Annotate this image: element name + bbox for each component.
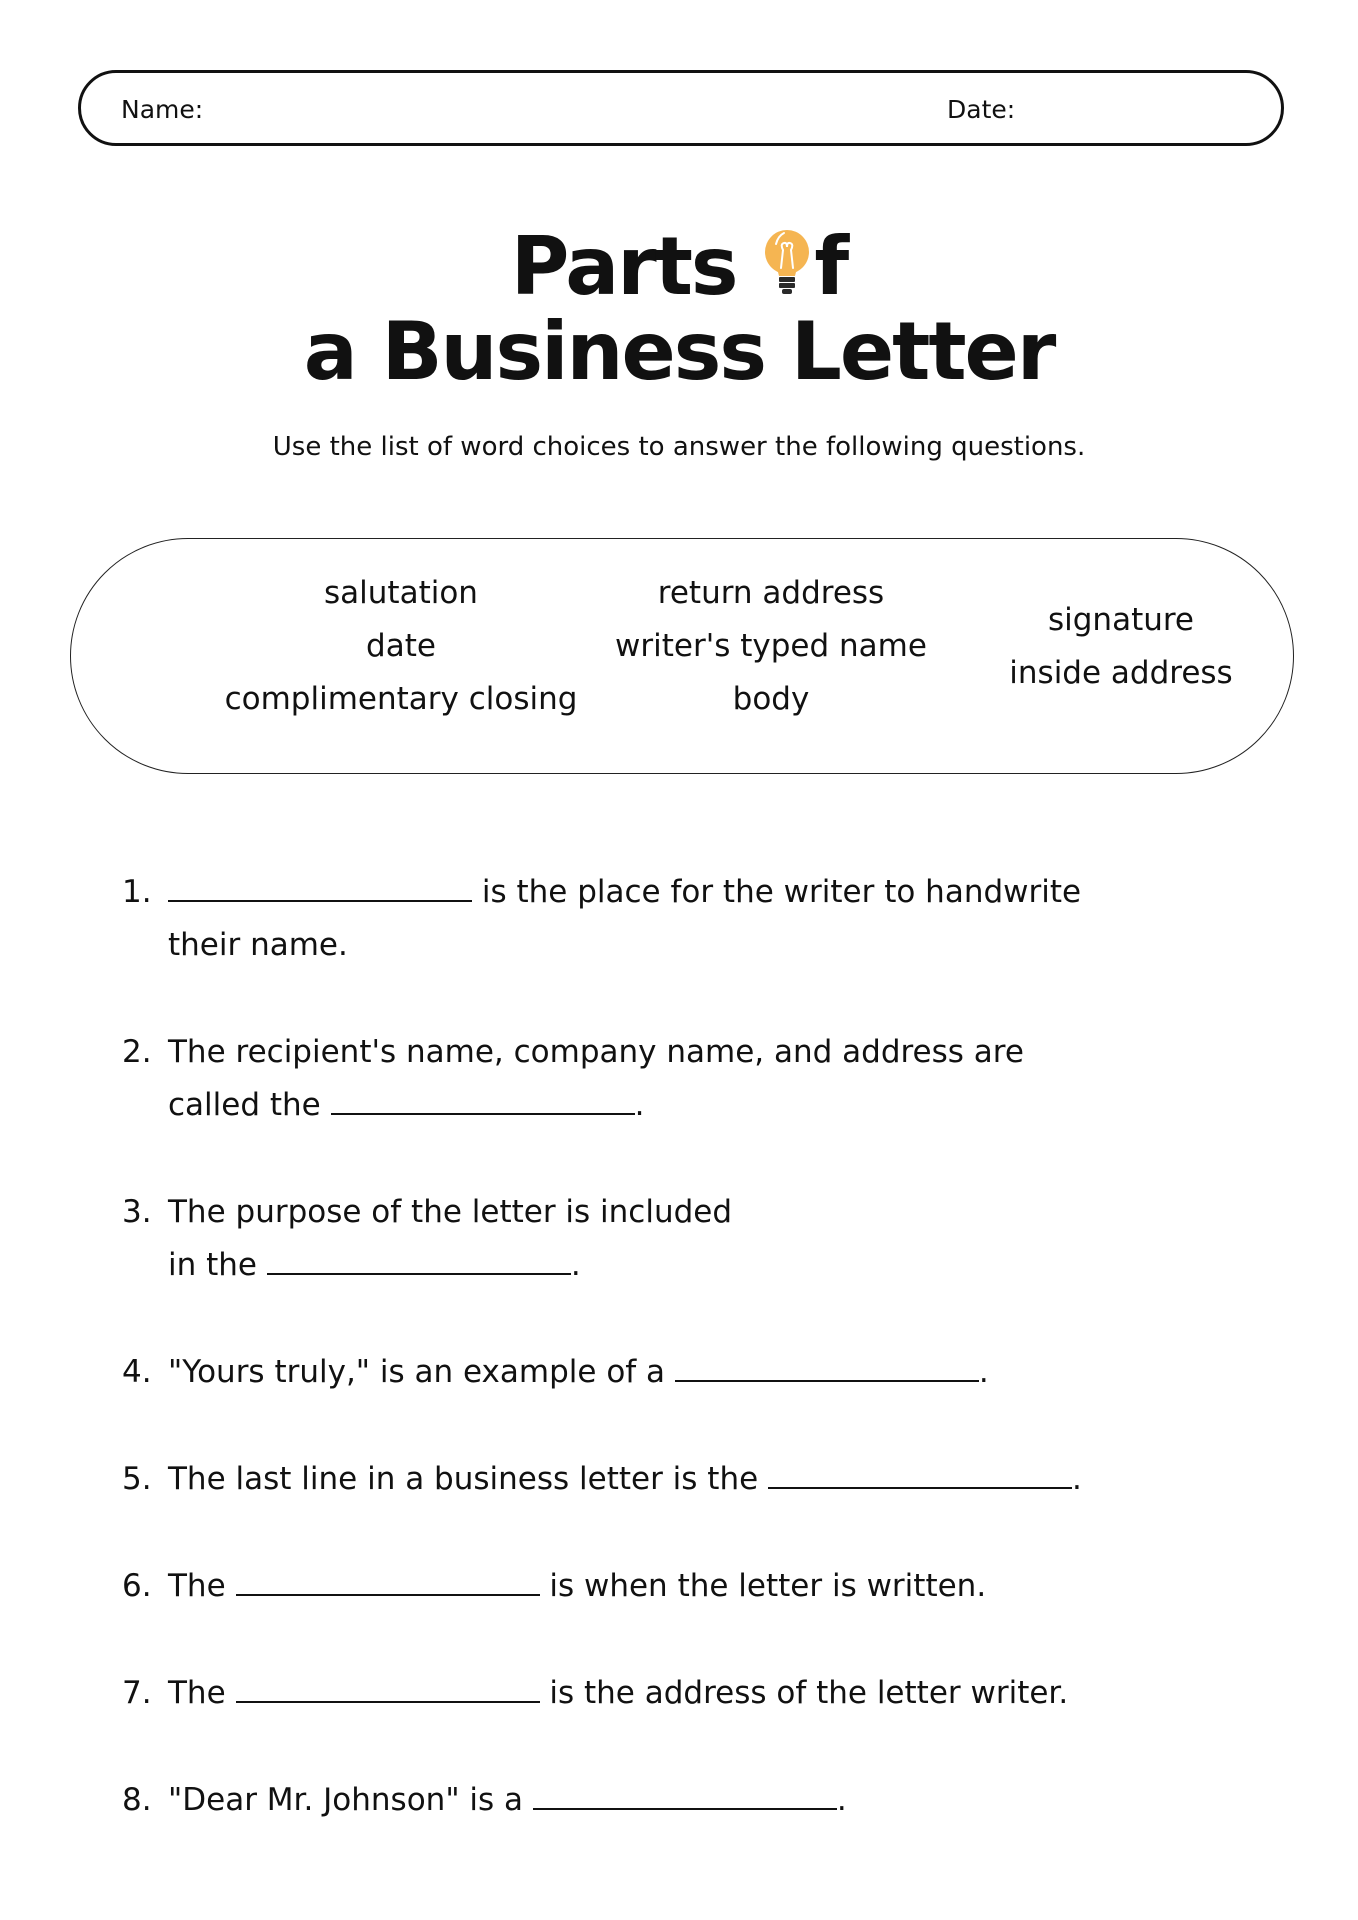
question-text: is the place for the writer to handwrite: [472, 874, 1082, 910]
word-column-2: [551, 567, 991, 726]
word-column-3: [951, 594, 1291, 700]
question-text: their name.: [168, 927, 348, 963]
question-text: .: [1072, 1461, 1082, 1497]
word-choice: body: [732, 681, 810, 717]
page-title-line1: [0, 220, 1358, 313]
answer-blank[interactable]: [533, 1776, 837, 1810]
answer-blank[interactable]: [168, 868, 472, 902]
lightbulb-icon: [762, 224, 812, 300]
answer-blank[interactable]: [768, 1455, 1072, 1489]
date-label: Date:: [947, 95, 1016, 124]
question-number: 4.: [122, 1354, 152, 1390]
question-text: The: [168, 1675, 236, 1711]
page-title-line2: a Business Letter: [303, 305, 1055, 398]
question-text: is when the letter is written.: [539, 1568, 987, 1604]
question-number: 2.: [122, 1034, 152, 1070]
answer-blank[interactable]: [331, 1081, 635, 1115]
title-text-end: f: [814, 220, 848, 313]
question-number: 8.: [122, 1782, 152, 1818]
question-number: 5.: [122, 1461, 152, 1497]
answer-blank[interactable]: [236, 1669, 540, 1703]
question-number: 1.: [122, 874, 152, 910]
question-text: "Yours truly," is an example of a: [168, 1354, 675, 1390]
word-choices-box: [70, 538, 1294, 774]
word-choice: return address: [657, 575, 885, 611]
question-text: The last line in a business letter is the: [168, 1461, 769, 1497]
instructions: Use the list of word choices to answer the following questions.: [272, 432, 1086, 462]
word-choice: inside address: [1009, 655, 1233, 691]
question-text: The recipient's name, company name, and address are: [168, 1034, 1024, 1070]
question-text: "Dear Mr. Johnson" is a: [168, 1782, 533, 1818]
question-number: 7.: [122, 1675, 152, 1711]
answer-blank[interactable]: [236, 1562, 540, 1596]
question-text: .: [978, 1354, 989, 1390]
question-text: .: [570, 1247, 581, 1283]
question-text: The purpose of the letter is included: [168, 1194, 733, 1230]
question-number: 3.: [122, 1194, 152, 1230]
name-label: Name:: [121, 95, 204, 124]
word-choice: date: [366, 628, 436, 664]
question-text: .: [634, 1087, 645, 1123]
name-date-bar: [78, 70, 1284, 146]
question-number: 6.: [122, 1568, 152, 1604]
question-text: The: [168, 1568, 236, 1604]
question-text: in the: [168, 1247, 267, 1283]
question-text: .: [836, 1782, 847, 1818]
title-text-start: Parts: [510, 220, 763, 313]
question-text: is the address of the letter writer.: [539, 1675, 1069, 1711]
word-choice: writer's typed name: [615, 628, 927, 664]
word-choice: signature: [1047, 602, 1195, 638]
word-choice: salutation: [324, 575, 478, 611]
word-choice: complimentary closing: [224, 681, 578, 717]
answer-blank[interactable]: [675, 1348, 979, 1382]
answer-blank[interactable]: [267, 1241, 571, 1275]
question-text: called the: [168, 1087, 331, 1123]
